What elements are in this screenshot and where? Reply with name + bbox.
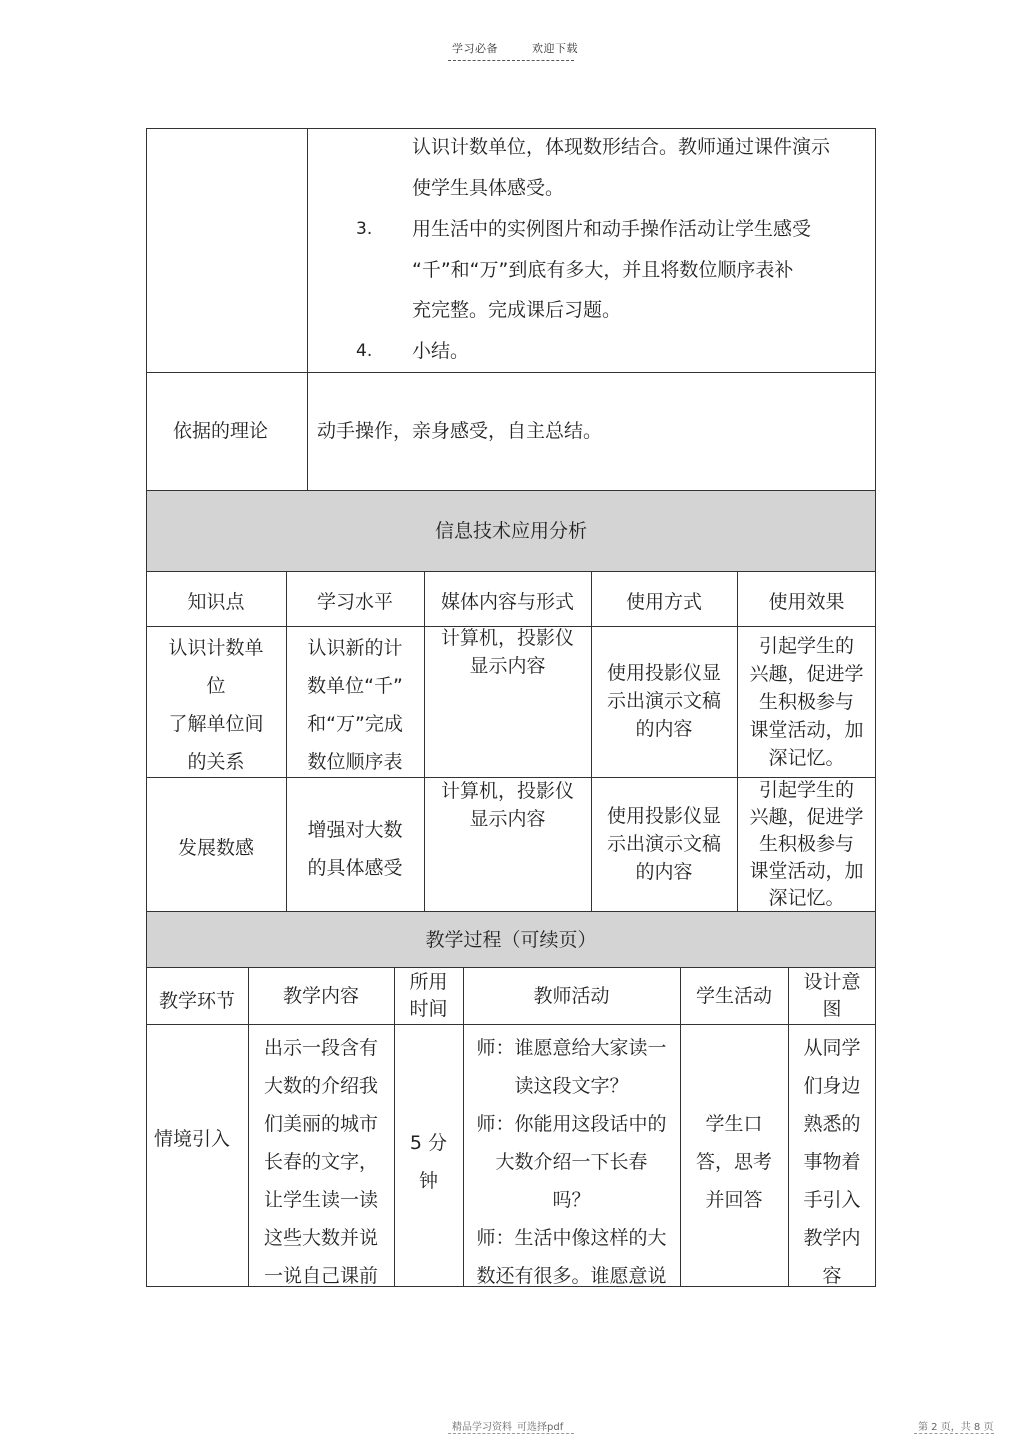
text-line: 了解单位间 (168, 713, 264, 735)
text-line: 的内容 (635, 718, 693, 740)
text-line: 所用 (409, 971, 448, 993)
text-line: 师：生活中像这样的大 (476, 1227, 667, 1249)
text-line: 师：谁愿意给大家读一 (476, 1037, 667, 1059)
text-line: 吗？ (552, 1189, 591, 1211)
text-line: 从同学 (803, 1037, 861, 1059)
proc-header-student: 学生活动 (695, 985, 772, 1007)
theory-value: 动手操作，亲身感受，自主总结。 (317, 420, 603, 442)
content-line-5: 充完整。完成课后习题。 (412, 299, 622, 321)
text-line: 显示内容 (469, 655, 546, 677)
text-line: 计算机，投影仪 (440, 627, 574, 649)
it-r2-level (286, 811, 424, 887)
text-line: 和“万”完成 (307, 713, 403, 735)
text-line: 计算机，投影仪 (440, 780, 574, 802)
text-line: 师：你能用这段话中的 (476, 1113, 667, 1135)
text-line: 钟 (418, 1170, 438, 1192)
page-header (452, 40, 578, 56)
proc-header-stage: 教学环节 (158, 990, 235, 1012)
text-line: 数位顺序表 (307, 751, 403, 773)
proc-header-content: 教学内容 (282, 985, 359, 1007)
text-line: 图 (822, 998, 842, 1020)
content-line-2: 使学生具体感受。 (412, 177, 565, 199)
it-r1-knowledge (146, 629, 286, 781)
it-r1-effect (737, 632, 876, 772)
text-line: 长春的文字， (263, 1151, 378, 1173)
text-line: 设计意 (803, 971, 861, 993)
it-col-divider-2 (424, 571, 425, 912)
proc-teacher (463, 1029, 680, 1295)
text-line: 教学内 (803, 1227, 861, 1249)
it-r1-media (424, 624, 591, 680)
header-right-text: 欢迎下载 (532, 42, 578, 55)
content-line-1: 认识计数单位，体现数形结合。教师通过课件演示 (412, 136, 831, 158)
proc-stage: 情境引入 (153, 1128, 230, 1150)
text-line: 引起学生的 (758, 635, 854, 657)
text-line: 的关系 (187, 751, 245, 773)
text-line: 数单位“千” (307, 675, 403, 697)
text-line: 们身边 (803, 1075, 861, 1097)
proc-header-teacher: 教师活动 (533, 985, 610, 1007)
it-r2-usage (591, 802, 737, 886)
text-line: 容 (822, 1265, 842, 1287)
text-line: 深记忆。 (768, 747, 845, 769)
text-line: 的内容 (635, 861, 693, 883)
text-line: 使用投影仪显 (606, 662, 721, 684)
text-line: 让学生读一读 (263, 1189, 378, 1211)
text-line: 出示一段含有 (263, 1037, 378, 1059)
theory-divider (307, 372, 308, 491)
item-number-3: 3. (356, 219, 373, 239)
text-line: 使用投影仪显 (606, 805, 721, 827)
text-line: 时间 (409, 998, 448, 1020)
proc-intent (788, 1029, 876, 1295)
text-line: 数还有很多。谁愿意说 (476, 1265, 667, 1287)
text-line: 学生口 (705, 1113, 763, 1135)
text-line: 手引入 (803, 1189, 861, 1211)
text-line: 兴趣，促进学 (749, 806, 864, 828)
text-line: 课堂活动，加 (749, 860, 864, 882)
text-line: 大数介绍一下长春 (495, 1151, 648, 1173)
text-line: 读这段文字？ (514, 1075, 629, 1097)
text-line: 生积极参与 (758, 691, 854, 713)
it-r2-media (424, 777, 591, 833)
header-left-text: 学习必备 (452, 42, 498, 55)
it-r1-usage (591, 659, 737, 743)
text-line: 位 (206, 675, 226, 697)
item-number-4: 4. (356, 341, 373, 361)
proc-header-intent (788, 969, 876, 1023)
it-r2-knowledge (146, 829, 286, 867)
text-line: 事物着 (803, 1151, 861, 1173)
text-line: 认识计数单 (168, 637, 264, 659)
text-line: 发展数感 (177, 837, 254, 859)
it-header-usage: 使用方式 (625, 591, 702, 613)
text-line: 的具体感受 (307, 857, 403, 879)
theory-label: 依据的理论 (173, 420, 269, 442)
content-line-4: “千”和“万”到底有多大，并且将数位顺序表补 (412, 259, 794, 281)
text-line: 大数的介绍我 (263, 1075, 378, 1097)
process-title: 教学过程（可续页） (425, 929, 597, 951)
footer-rule-right (914, 1433, 994, 1434)
text-line: 认识新的计 (307, 637, 403, 659)
it-header-effect: 使用效果 (768, 591, 845, 613)
it-r1-level (286, 629, 424, 781)
text-line: 生积极参与 (758, 833, 854, 855)
header-rule (448, 60, 574, 61)
it-header-media: 媒体内容与形式 (440, 591, 574, 613)
continuation-divider (307, 128, 308, 373)
it-header-knowledge: 知识点 (187, 591, 245, 613)
text-line: 示出演示文稿 (606, 833, 721, 855)
proc-header-time (394, 969, 463, 1023)
it-r2-effect (737, 777, 876, 912)
text-line: 们美丽的城市 (263, 1113, 378, 1135)
footer-left-text: 精品学习资料 (452, 1422, 512, 1433)
text-line: 显示内容 (469, 808, 546, 830)
proc-content (248, 1029, 394, 1295)
text-line: 一说自己课前 (263, 1265, 378, 1287)
it-header-level: 学习水平 (316, 591, 393, 613)
text-line: 课堂活动，加 (749, 719, 864, 741)
proc-row-divider-1 (146, 1024, 876, 1025)
footer-middle-text: 可选择pdf (517, 1422, 564, 1433)
text-line: 熟悉的 (803, 1113, 861, 1135)
text-line: 5 分 (409, 1132, 448, 1154)
content-line-6: 小结。 (412, 340, 470, 362)
content-line-3: 用生活中的实例图片和动手操作活动让学生感受 (412, 218, 812, 240)
text-line: 增强对大数 (307, 819, 403, 841)
text-line: 示出演示文稿 (606, 690, 721, 712)
it-analysis-title: 信息技术应用分析 (434, 520, 587, 542)
text-line: 引起学生的 (758, 779, 854, 801)
proc-time (394, 1124, 463, 1200)
proc-student (680, 1105, 788, 1219)
footer-rule-left (448, 1433, 574, 1434)
text-line: 深记忆。 (768, 887, 845, 909)
text-line: 兴趣，促进学 (749, 663, 864, 685)
footer-page-number: 第 2 页，共 8 页 (918, 1422, 994, 1433)
text-line: 答，思考 (695, 1151, 772, 1173)
text-line: 并回答 (705, 1189, 763, 1211)
text-line: 这些大数并说 (263, 1227, 378, 1249)
